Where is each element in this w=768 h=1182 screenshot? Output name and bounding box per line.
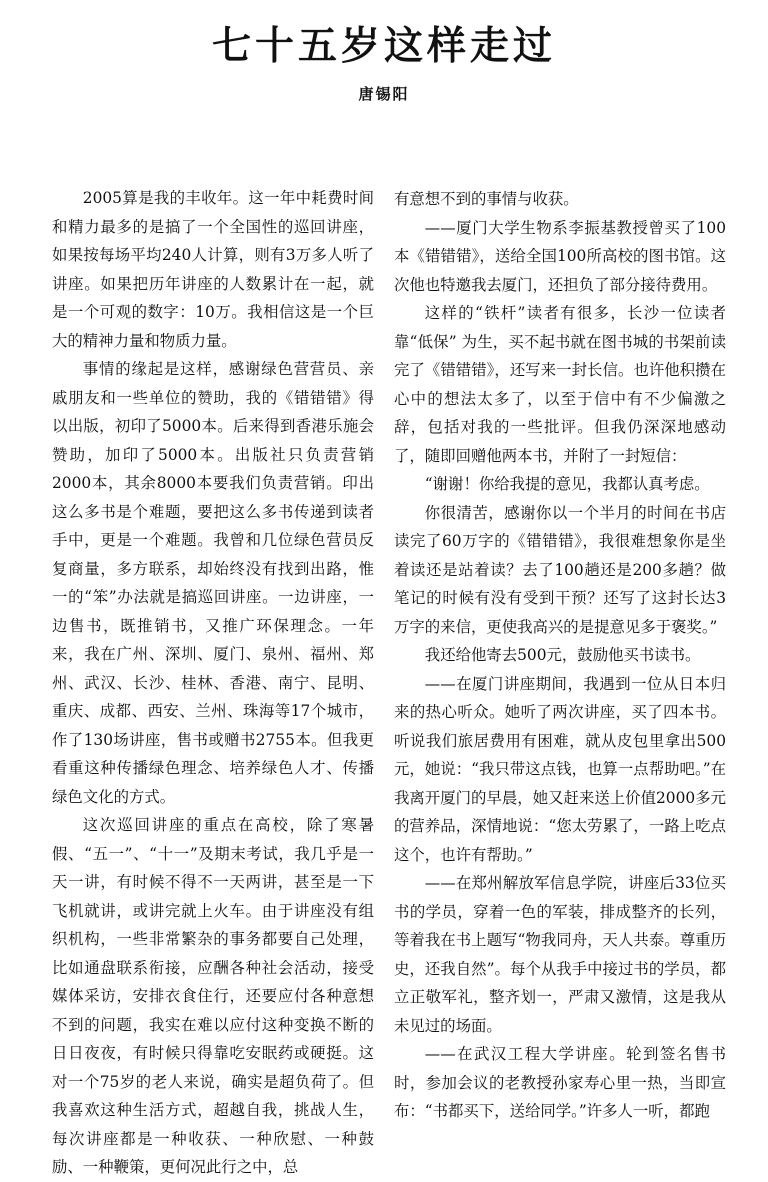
paragraph: 这次巡回讲座的重点在高校，除了寒暑假、“五一”、“十一”及期末考试，我几乎是一天一讲，有时候不得不一天两讲，甚至是一下飞机就讲，或讲完就上火车。由于讲座没有组织机构，一些非常繁杂的事务都要自己处理，比如通盘联系衔接，应酬各种社会活动，接受媒体采访，安排衣食住行，还要应付各种意想不到的问题，我实在难以应付这种变换不断的日日夜夜，有时候只得靠吃安眠药或硬挺。这对一个75岁的老人来说，确实是超负荷了。但我喜欢这种生活方式，超越自我，挑战人生，每次讲座都是一种收获、一种欣慰、一种鼓励、一种鞭策，更何况此行之中，总 [52,816,374,1176]
article-title: 七十五岁这样走过 [211,23,556,69]
paragraph: 我还给他寄去500元，鼓励他买书读书。 [424,646,701,664]
article-author: 唐锡阳 [358,85,410,103]
paragraph: 这样的“铁杆”读者有很多，长沙一位读者靠“低保” 为生，买不起书就在图书城的书架前读完了《错错错》，还写来一封长信。也许他积攒在心中的想法太多了，以至于信中有不少偏激之辞，包括对我的一些批评。但我仍深深地感动了，随即回赠他两本书，并附了一封短信： [394,304,726,465]
quote-paragraph: 你很清苦，感谢你以一个半月的时间在书店读完了60万字的《错错错》，我很难想象你是坐着读还是站着读？去了100趟还是200多趟？做笔记的时候有没有受到干预？还写了这封长达3万字的来信，更使我高兴的是提意见多于褒奖。” [394,503,726,636]
paragraph: 事情的缘起是这样，感谢绿色营营员、亲戚朋友和一些单位的赞助，我的《错错错》得以出版，初印了5000本。后来得到香港乐施会赞助，加印了5000本。出版社只负责营销2000本，其余8000本要我们负责营销。印出这么多书是个难题，要把这么多书传递到读者手中，更是一个难题。我曾和几位绿色营员反复商量，多方联系，却始终没有找到出路，惟一的“笨”办法就是搞巡回讲座。一边讲座，一边售书，既推销书，又推广环保理念。一年来，我在广州、深圳、厦门、泉州、福州、郑州、武汉、长沙、桂林、香港、南宁、昆明、重庆、成都、西安、兰州、珠海等17个城市，作了130场讲座，售书或赠书2755本。但我更看重这种传播绿色理念、培养绿色人才、传播绿色文化的方式。 [52,360,374,806]
paragraph-continuation: 有意想不到的事情与收获。 [394,190,579,208]
paragraph: ——在厦门讲座期间，我遇到一位从日本归来的热心听众。她听了两次讲座，买了四本书。听说我们旅居费用有困难，就从皮包里拿出500元，她说：“我只带这点钱，也算一点帮助吧。”在我离开厦门的早晨，她又赶来送上价值2000多元的营养品，深情地说：“您太劳累了，一路上吃点这个，也许有帮助。” [394,674,726,864]
paragraph: ——厦门大学生物系李振基教授曾买了100本《错错错》，送给全国100所高校的图书馆。这次他也特邀我去厦门，还担负了部分接待费用。 [394,218,726,294]
paragraph: ——在武汉工程大学讲座。轮到签名售书时，参加会议的老教授孙家寿心里一热，当即宣布：“书都买下，送给同学。”许多人一听，都跑 [394,1045,726,1120]
paragraph: ——在郑州解放军信息学院，讲座后33位买书的学员，穿着一色的军装，排成整齐的长列，等着我在书上题写“物我同舟，天人共泰。尊重历史，还我自然”。每个从我手中接过书的学员，都立正敬军礼，整齐划一，严肃又激情，这是我从未见过的场面。 [394,874,726,1035]
quote-paragraph: “谢谢！你给我提的意见，我都认真考虑。 [424,475,710,493]
right-column [394,185,726,1120]
paragraph: 2005算是我的丰收年。这一年中耗费时间和精力最多的是搞了一个全国性的巡回讲座，如果按每场平均240人计算，则有3万多人听了讲座。如果把历年讲座的人数累计在一起，就是一个可观的数字：10万。我相信这是一个巨大的精神力量和物质力量。 [52,189,374,350]
left-column [52,184,374,1176]
